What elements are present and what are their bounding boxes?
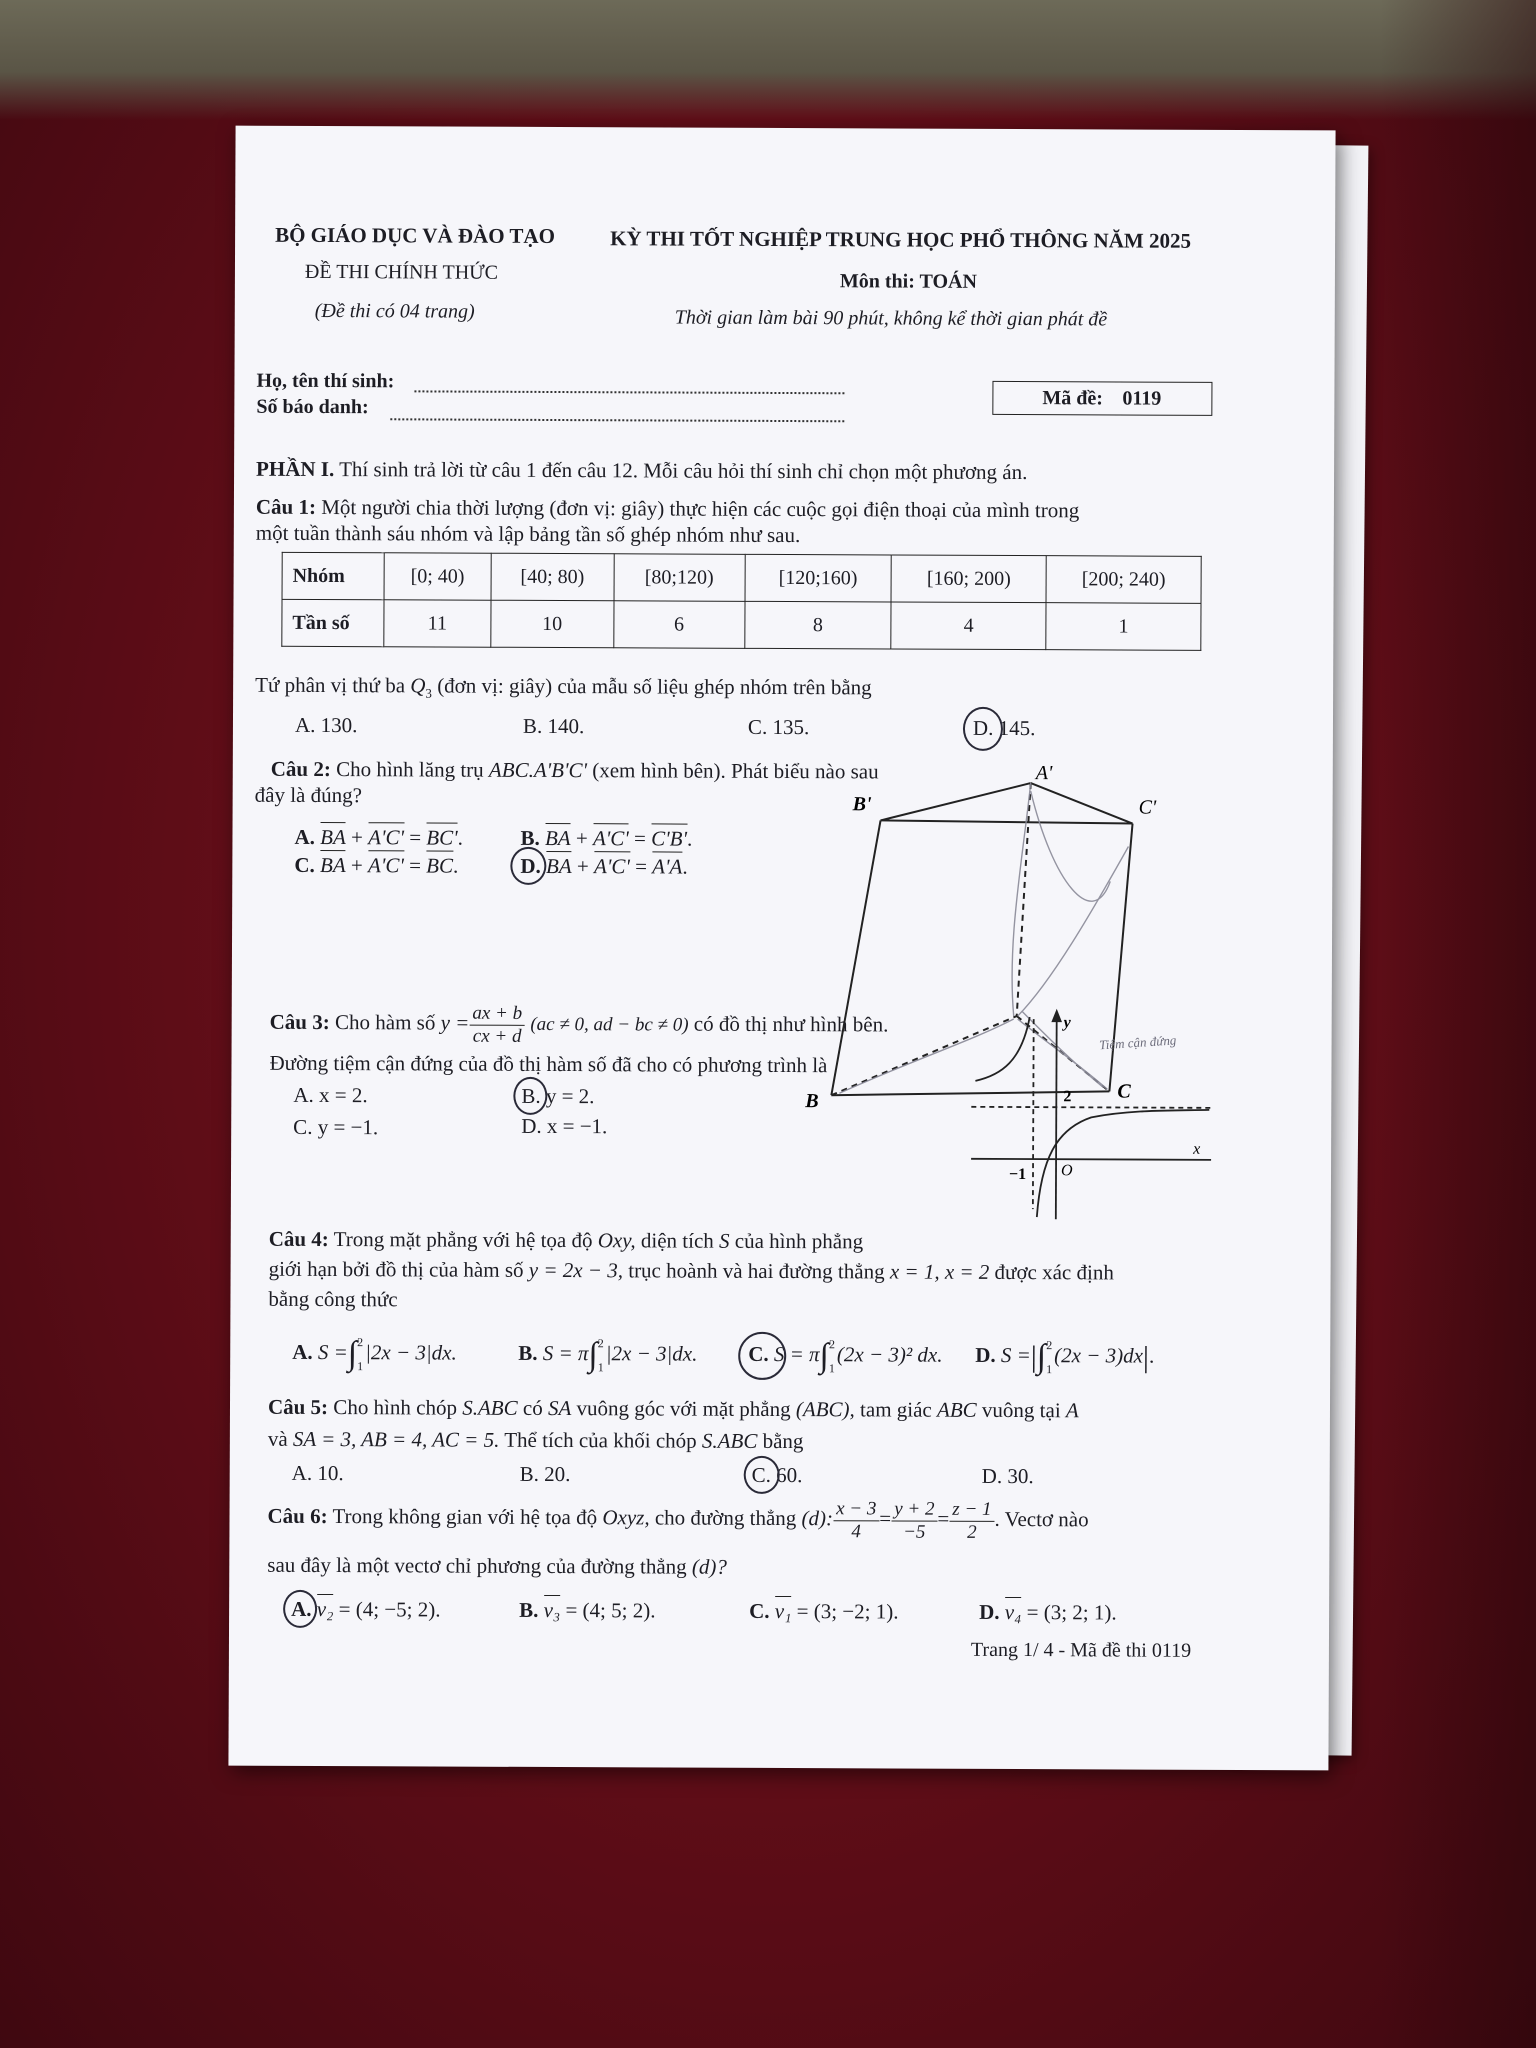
q6-letter: C. <box>749 1598 770 1623</box>
q4-letter: B. <box>518 1340 538 1365</box>
official-label: ĐỀ THI CHÍNH THỨC <box>304 260 499 284</box>
q2-text-a: Cho hình lăng trụ <box>336 757 484 782</box>
lower-limit: 1 <box>597 1360 604 1375</box>
q2-option-d[interactable]: D. BA + A'C' = A'A. <box>520 853 688 879</box>
hyperbola-graph <box>971 1009 1212 1220</box>
vector: BC <box>426 853 454 878</box>
q1-option-c[interactable]: C. 135. <box>747 714 810 740</box>
table-row <box>282 599 1201 650</box>
lower-limit: 1 <box>1046 1362 1053 1377</box>
q6-option-d[interactable] <box>979 1599 1117 1626</box>
q4-label: Câu 4: <box>268 1226 329 1252</box>
q5-text: Thể tích của khối chóp <box>504 1427 697 1453</box>
q3-subscript: 3 <box>425 685 432 701</box>
q2-letter: A. <box>294 824 315 849</box>
vector: v₃ <box>543 1597 561 1623</box>
q6-fraction <box>833 1498 879 1543</box>
q6-text: Oxyz, <box>602 1505 650 1530</box>
exam-code-value: 0119 <box>1122 387 1162 410</box>
q5-option-d[interactable]: D. 30. <box>981 1463 1034 1489</box>
q5-text: (ABC), <box>795 1397 855 1422</box>
table-cell: [80;120) <box>614 554 745 602</box>
q5-text: vuông góc với mặt phẳng <box>576 1396 791 1422</box>
q4-letter: D. <box>975 1342 996 1367</box>
graph-y-label: y <box>1063 1014 1071 1032</box>
table-cell: 1 <box>1046 603 1201 651</box>
vector: A'A <box>652 854 683 879</box>
abs-bar-right: | <box>1142 1340 1150 1374</box>
integral-sign: ∫ <box>588 1336 598 1374</box>
vector: C'B' <box>651 826 688 851</box>
q4-text: được xác định <box>994 1259 1114 1285</box>
denominator: 4 <box>851 1520 861 1543</box>
integral-limits <box>357 1336 363 1372</box>
q6-label: Câu 6: <box>267 1503 328 1529</box>
q2-prism: ABC.A'B'C' <box>488 757 588 783</box>
label-b: B <box>805 1090 819 1113</box>
q3-text-a: Cho hàm số <box>334 1010 436 1035</box>
q3-option-b[interactable]: B. y = 2. <box>521 1083 595 1109</box>
q4-text: trục hoành và hai đường thẳng <box>628 1258 885 1284</box>
vector: A'C' <box>367 853 404 878</box>
q5-line1 <box>268 1394 1079 1424</box>
id-label: Số báo danh: <box>256 395 369 419</box>
part1-instruction: Thí sinh trả lời từ câu 1 đến câu 12. Mỗi câu hỏi thí sinh chỉ chọn một phương án. <box>339 457 1028 485</box>
q1-option-d[interactable]: D. 145. <box>972 715 1036 741</box>
upper-limit: 2 <box>597 1336 604 1351</box>
table-cell: 8 <box>744 601 891 649</box>
q4-lhs: S = <box>1000 1342 1031 1368</box>
table-cell: 10 <box>491 600 614 648</box>
upper-limit: 2 <box>1046 1338 1053 1353</box>
q5-option-a[interactable]: A. 10. <box>291 1460 344 1486</box>
q1-ask <box>255 672 872 709</box>
answer-circle-mark <box>744 1456 780 1494</box>
name-label: Họ, tên thí sinh: <box>256 369 395 393</box>
q5-text: Cho hình chóp <box>333 1395 458 1420</box>
q6-letter: D. <box>979 1599 1000 1624</box>
integral-limits <box>598 1337 604 1373</box>
q6-value: = (4; −5; 2). <box>338 1597 441 1622</box>
upper-limit: 2 <box>828 1337 836 1352</box>
q3-symbol: Q <box>410 673 426 698</box>
page-footer: Trang 1/ 4 - Mã đề thi 0119 <box>970 1638 1192 1662</box>
q2-letter: C. <box>294 852 315 877</box>
numerator: z − 1 <box>949 1498 994 1521</box>
q5-text: SA = 3, AB = 4, AC = 5. <box>292 1426 500 1452</box>
q6-text: (d): <box>801 1506 834 1531</box>
table-row <box>282 552 1201 603</box>
q4-body: (2x − 3)dx <box>1054 1343 1144 1368</box>
q5-text: S.ABC <box>701 1428 758 1453</box>
q1-option-b[interactable]: B. 140. <box>522 713 585 739</box>
q2-text2: đây là đúng? <box>254 782 363 808</box>
table-cell: [160; 200) <box>891 555 1046 603</box>
vector: BA <box>319 852 346 878</box>
q6-line1: Câu 6: Trong không gian với hệ tọa độ Oxyz, cho đường thẳng (d): $\frac{x - 3}{4}$ = $\frac{y + 2}{-5}$ = $\frac{z - 1}{2}$ . Vectơ nào <box>267 1497 1089 1543</box>
graph-origin: O <box>1060 1162 1073 1180</box>
q1-text1: Một người chia thời lượng (đơn vị: giây) thực hiện các cuộc gọi điện thoại của mình trong <box>321 494 1080 523</box>
vector: BA <box>545 853 572 879</box>
vector: v₄ <box>1004 1599 1022 1625</box>
q6-option-c[interactable] <box>749 1598 899 1625</box>
background-shadow <box>1380 0 1536 2048</box>
q5-option-c[interactable]: C. 60. <box>751 1462 803 1488</box>
q4-option-a[interactable] <box>292 1322 457 1383</box>
part1-title: PHẦN I. <box>256 456 335 482</box>
q3-text2: Đường tiệm cận đứng của đồ thị hàm số đã cho có phương trình là <box>269 1050 828 1078</box>
q6-text: (d)? <box>691 1554 728 1579</box>
answer-circle-mark <box>283 1590 317 1628</box>
q4-text: Oxy, <box>597 1228 636 1253</box>
q3-func-lhs: y = <box>440 1010 470 1035</box>
q2-letter: D. <box>520 853 541 878</box>
q5-text: và <box>267 1426 288 1451</box>
exam-page <box>228 126 1335 1771</box>
q4-text: giới hạn bởi đồ thị của hàm số <box>268 1256 524 1282</box>
numerator: y + 2 <box>891 1498 937 1521</box>
q4-line1 <box>269 1226 863 1255</box>
q1-label: Câu 1: <box>255 494 317 519</box>
q6-text: Trong không gian với hệ tọa độ <box>332 1504 598 1530</box>
table-cell: 11 <box>384 600 491 647</box>
table-cell: [120;160) <box>745 554 892 602</box>
answer-circle-mark <box>510 847 546 885</box>
q2-text-b: (xem hình bên). Phát biểu nào sau <box>592 758 879 784</box>
integral-limits <box>1046 1339 1052 1375</box>
q3-numerator: ax + b <box>469 1002 525 1025</box>
name-field[interactable] <box>414 370 844 394</box>
part1-line <box>256 456 1027 485</box>
q5-text: ABC <box>936 1397 977 1422</box>
label-b1: B' <box>852 793 872 816</box>
q4-body: (2x − 3)² dx. <box>836 1342 943 1367</box>
denominator: −5 <box>903 1521 926 1543</box>
q4-text: Trong mặt phẳng với hệ tọa độ <box>333 1227 593 1253</box>
label-c: C <box>1117 1080 1131 1103</box>
table-cell: [200; 240) <box>1046 556 1201 604</box>
vector: v₂ <box>316 1596 334 1622</box>
q4-lhs: S = π <box>542 1340 589 1366</box>
q4-text3: bằng công thức <box>268 1286 398 1312</box>
q6-fraction <box>949 1498 994 1543</box>
q5-text: vuông tại <box>981 1397 1061 1423</box>
frequency-table <box>281 552 1201 651</box>
ministry-name: BỘ GIÁO DỤC VÀ ĐÀO TẠO <box>275 222 556 249</box>
q6-value: = (4; 5; 2). <box>565 1598 656 1623</box>
q4-option-d[interactable]: D. S =|∫2 1(2x − 3)dx|. <box>975 1338 1155 1377</box>
q6-value: = (3; −2; 1). <box>796 1599 899 1624</box>
table-head-group: Nhóm <box>282 552 384 599</box>
q4-lhs: S = π <box>773 1341 820 1367</box>
graph-x-label: x <box>1193 1140 1201 1158</box>
q6-text: Vectơ nào <box>1004 1506 1089 1532</box>
q1-ask-post: (đơn vị: giây) của mẫu số liệu ghép nhóm trên bằng <box>437 673 872 700</box>
vector: BA <box>320 824 346 850</box>
q4-letter: A. <box>292 1339 313 1364</box>
integral-limits <box>829 1338 835 1374</box>
q4-text: S <box>719 1228 730 1253</box>
q6-letter: B. <box>519 1597 539 1622</box>
vector: BA <box>544 825 571 851</box>
q2-option-b[interactable]: B. BA + A'C' = C'B'. <box>520 825 693 851</box>
q2-option-c[interactable]: C. BA + A'C' = BC. <box>294 852 459 878</box>
q5-text: tam giác <box>860 1397 932 1422</box>
q3-text-b: có đồ thị như hình bên. <box>693 1011 889 1037</box>
handwritten-note: Tiệm cận đứng <box>1098 1032 1177 1053</box>
id-field[interactable] <box>390 398 844 422</box>
q3-condition: (ac ≠ 0, ad − bc ≠ 0) <box>530 1013 689 1036</box>
vector: A'C' <box>368 825 405 850</box>
pages-note: (Đề thi có 04 trang) <box>314 299 475 323</box>
answer-circle-mark <box>513 1077 547 1115</box>
exam-code-label: Mã đề: <box>1042 387 1103 410</box>
q4-body: |2x − 3|dx. <box>605 1341 698 1366</box>
q6-text: sau đây là một vectơ chỉ phương của đường thẳng <box>267 1552 687 1579</box>
table-head-freq: Tần số <box>282 599 384 646</box>
q5-text: A <box>1065 1398 1079 1423</box>
q5-text: bằng <box>762 1428 804 1454</box>
q6-option-b[interactable] <box>519 1597 656 1624</box>
q4-body: |2x − 3|dx. <box>365 1340 457 1365</box>
q1-line1 <box>256 494 1079 524</box>
time-note: Thời gian làm bài 90 phút, không kể thời gian phát đề <box>674 306 1108 331</box>
vector: v₁ <box>774 1598 792 1624</box>
q5-label: Câu 5: <box>267 1394 329 1420</box>
q4-lhs: S = <box>317 1339 348 1365</box>
q3-denominator: cx + d <box>472 1025 522 1047</box>
answer-circle-mark <box>963 707 1003 751</box>
subject: Môn thi: TOÁN <box>839 270 978 293</box>
background-ground <box>0 0 1536 120</box>
q5-text: có <box>522 1395 543 1420</box>
integral-sign: ∫ <box>347 1335 358 1373</box>
q3-fraction <box>469 1002 525 1047</box>
q6-fraction <box>891 1498 937 1543</box>
integral-sign: ∫ <box>819 1337 830 1375</box>
numerator: x − 3 <box>833 1498 879 1521</box>
q3-line1 <box>270 992 889 1055</box>
abs-bar-left: | <box>1030 1340 1037 1374</box>
q4-text: của hình phẳng <box>734 1228 864 1254</box>
q6-letter: A. <box>291 1596 312 1621</box>
q4-option-b[interactable] <box>518 1323 697 1384</box>
lower-limit: 1 <box>828 1361 835 1376</box>
q2-letter: B. <box>520 825 540 850</box>
label-c1: C' <box>1138 796 1157 819</box>
q5-line2 <box>268 1426 804 1454</box>
q6-line2 <box>267 1552 727 1580</box>
answer-circle-mark <box>738 1332 786 1380</box>
q5-text: S.ABC <box>462 1395 518 1420</box>
q4-line2 <box>269 1256 1114 1286</box>
vector: BC' <box>426 825 458 850</box>
table-cell: 4 <box>891 602 1046 650</box>
q6-value: = (3; 2; 1). <box>1026 1600 1117 1625</box>
label-a1: A' <box>1035 762 1053 785</box>
q4-letter: C. <box>748 1341 769 1366</box>
q1-ask-pre: Tứ phân vị thứ ba <box>255 672 406 698</box>
q6-text: cho đường thẳng <box>654 1505 797 1531</box>
q5-text: SA <box>547 1395 572 1421</box>
q4-text: diện tích <box>640 1228 714 1253</box>
q3-option-a[interactable]: A. x = 2. <box>293 1082 368 1108</box>
q4-text: x = 1, x = 2 <box>889 1259 990 1284</box>
q1-text2: một tuần thành sáu nhóm và lập bảng tần số ghép nhóm như sau. <box>255 520 801 548</box>
table-cell: [40; 80) <box>491 553 614 601</box>
vector: A'C' <box>593 854 630 879</box>
q2-label: Câu 2: <box>270 756 331 782</box>
q4-text: y = 2x − 3, <box>528 1257 624 1283</box>
exam-name: KỲ THI TỐT NGHIỆP TRUNG HỌC PHỔ THÔNG NĂM 2025 <box>610 226 1192 253</box>
q5-option-b[interactable]: B. 20. <box>519 1461 571 1487</box>
q1-option-a[interactable]: A. 130. <box>294 712 358 738</box>
q2-option-a[interactable]: A. BA + A'C' = BC'. <box>294 824 463 850</box>
graph-tick-minus1: −1 <box>1008 1165 1027 1184</box>
graph-tick-2: 2 <box>1063 1088 1072 1106</box>
q3-label: Câu 3: <box>269 1009 330 1035</box>
q3-option-c[interactable]: C. y = −1. <box>293 1114 379 1140</box>
vector: A'C' <box>592 826 629 851</box>
integral-sign: ∫ <box>1036 1338 1047 1376</box>
upper-limit: 2 <box>357 1335 364 1350</box>
lower-limit: 1 <box>357 1359 364 1374</box>
table-cell: [0; 40) <box>384 553 491 600</box>
table-cell: 6 <box>614 601 745 649</box>
denominator: 2 <box>967 1521 977 1543</box>
q2-line1 <box>271 756 879 785</box>
q3-option-d[interactable]: D. x = −1. <box>521 1113 608 1139</box>
